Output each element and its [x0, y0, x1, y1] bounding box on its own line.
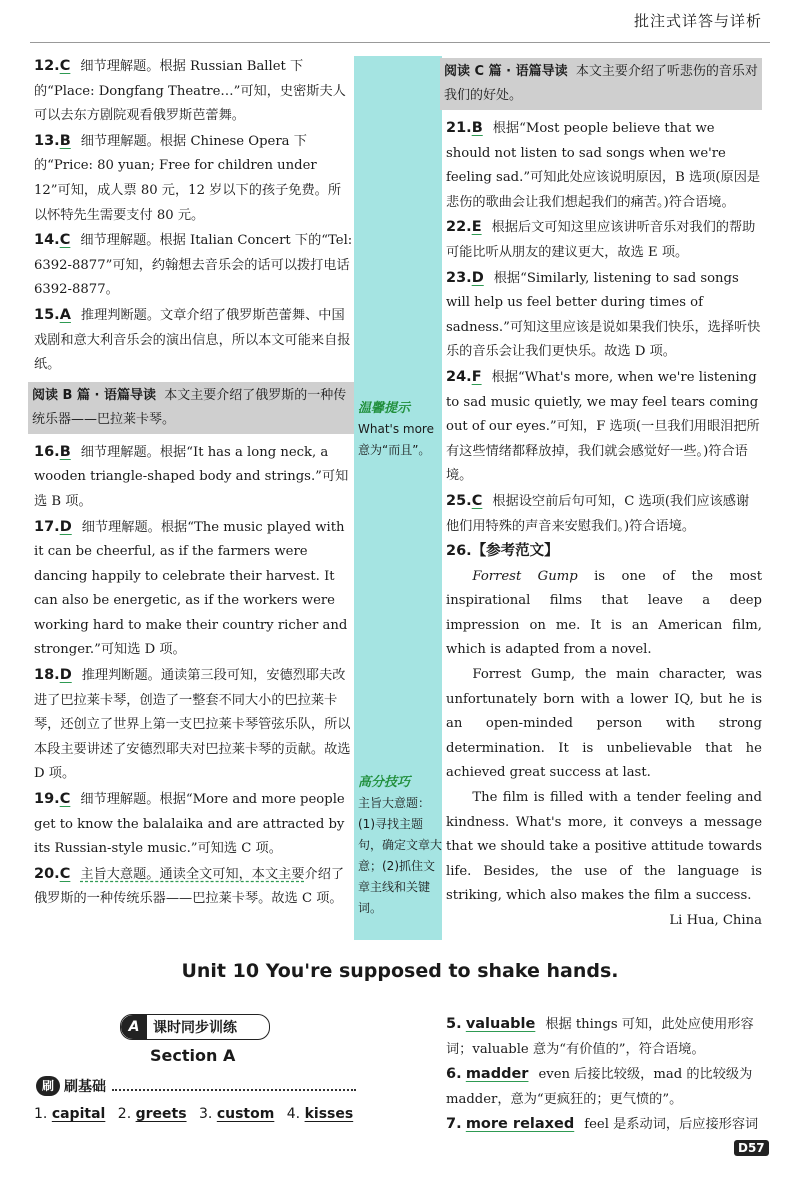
- word-answers: [34, 1106, 361, 1122]
- word-answer: greets: [135, 1106, 187, 1122]
- essay-text: is one of the most inspirational films that leave a deep impression on me. It is an American film, which is adapted from a novel.: [446, 568, 762, 658]
- answer-letter: C: [59, 865, 71, 882]
- explanation: 根据设空前后句可知，C 选项(我们应该感谢他们用特殊的声音来安慰我们。)符合语境。: [446, 493, 750, 534]
- question-number: 25.: [446, 492, 472, 509]
- answer-22: [446, 215, 762, 265]
- right-column: [446, 54, 762, 934]
- dotted-leader: [112, 1081, 356, 1091]
- answer-letter: C: [59, 58, 71, 74]
- answer-15: [34, 303, 354, 378]
- question-number: 18.: [34, 667, 60, 684]
- explanation: feel 是系动词，后应接形容词: [584, 1117, 759, 1133]
- explanation: 根据“Similarly, listening to sad songs will help us feel better during times of sadness.”可知这里应该是说如果我们快乐，选择听快乐的音乐会让我们更快乐。故选 D 项。: [446, 270, 761, 360]
- question-number: 26.: [446, 543, 472, 560]
- explanation: 细节理解题。根据“It has a long neck, a wooden triangle-shaped body and strings.”可知选 B 项。: [34, 444, 349, 509]
- answer-letter: C: [471, 492, 483, 509]
- answer-25: [446, 489, 762, 539]
- question-number: 7.: [446, 1116, 462, 1133]
- question-number: 13.: [34, 132, 60, 149]
- explanation: 细节理解题。根据“More and more people get to know the balalaika and are attracted by its Russian-style music.”可知选 C 项。: [34, 792, 345, 857]
- guide-label: 阅读 B 篇 · 语篇导读: [32, 387, 156, 403]
- word-answer: kisses: [304, 1106, 354, 1122]
- explanation: 介绍了俄罗斯的一种传统乐器——巴拉莱卡琴。故选 C 项。: [34, 866, 345, 907]
- explanation: 根据后文可知这里应该讲听音乐对我们的帮助可能比听从朋友的建议更大，故选 E 项。: [446, 220, 756, 260]
- section-a-right: [446, 1012, 762, 1138]
- question-number: 15.: [34, 306, 60, 323]
- word-answer: capital: [51, 1106, 106, 1122]
- answer-7: [446, 1112, 762, 1138]
- badge-text: 课时同步训练: [153, 1020, 237, 1036]
- badge-letter: A: [121, 1015, 147, 1039]
- essay-signature: Li Hua, China: [669, 913, 762, 928]
- answer-word: valuable: [465, 1016, 536, 1032]
- answer-6: [446, 1062, 762, 1112]
- question-number: 19.: [34, 791, 60, 808]
- word-number: 3.: [199, 1106, 213, 1122]
- question-number: 12.: [34, 58, 60, 74]
- explanation: 根据“What's more, when we're listening to sad music quietly, we may feel tears coming out of our eyes.”可知，F 选项(一旦我们用眼泪把所有这些情绪都释放掉，我们就会感觉好一些。)符合语境。: [446, 369, 760, 484]
- tip-text: 主旨大意题：(1)寻找主题句，确定文章大意；(2)抓住文章主线和关键词。: [358, 796, 443, 915]
- basic-practice-heading: [36, 1076, 356, 1096]
- tip-note-1: [358, 398, 442, 461]
- answer-letter: B: [59, 132, 71, 149]
- question-number: 6.: [446, 1066, 462, 1083]
- explanation: 细节理解题。根据 Chinese Opera 下的“Price: 80 yuan; Free for children under 12”可知，成人票 80 元，12 岁以下的孩子免费。所以怀特先生需要支付 80 元。: [34, 133, 342, 223]
- answer-26: [446, 539, 762, 565]
- guide-text: 本文主要介绍了俄罗斯的一种传统乐器——巴拉莱卡琴。: [32, 387, 347, 427]
- answer-13: [34, 129, 354, 228]
- answer-letter: C: [59, 791, 71, 808]
- section-title: Section A: [150, 1046, 236, 1065]
- answer-letter: B: [471, 120, 483, 136]
- page-number: D57: [734, 1140, 769, 1156]
- question-number: 20.: [34, 865, 60, 882]
- answer-letter: A: [59, 306, 71, 323]
- tip-note-2: [358, 772, 442, 919]
- answer-21: [446, 116, 762, 215]
- page-header: 批注式详答与详析: [633, 12, 762, 30]
- guide-text: 本文主要介绍了听悲伤的音乐对我们的好处。: [444, 64, 758, 103]
- section-badge: [120, 1014, 270, 1040]
- explanation: 根据 things 可知，此处应使用形容词；valuable 意为“有价值的”，符合语境。: [446, 1017, 754, 1057]
- answer-14: [34, 228, 354, 303]
- answer-word: madder: [465, 1066, 529, 1083]
- answer-18: [34, 663, 354, 787]
- question-number: 17.: [34, 518, 60, 535]
- answer-letter: D: [59, 667, 72, 684]
- explanation: 根据“Most people believe that we should not listen to sad songs when we're feeling sad.”可知此处应该说明原因，B 选项(原因是悲伤的歌曲会让我们想起我们的痛苦。)符合语境。: [446, 121, 761, 210]
- word-number: 4.: [286, 1106, 301, 1122]
- essay-paragraph-3: The film is filled with a tender feeling and kindness. What's more, it conveys a message that we should take a positive attitude towards life. Besides, the use of the language is striking, which also makes the film a success.: [446, 790, 762, 904]
- sample-essay-label: 【参考范文】: [471, 543, 559, 560]
- answer-12: [34, 54, 354, 129]
- tip-title: 高分技巧: [358, 775, 411, 790]
- explanation: 细节理解题。根据 Italian Concert 下的“Tel: 6392-8877”可知，约翰想去音乐会的话可以拨打电话 6392-8877。: [34, 233, 353, 298]
- question-number: 21.: [446, 120, 472, 136]
- answer-17: [34, 515, 354, 664]
- answer-16: [34, 440, 354, 515]
- word-number: 2.: [117, 1106, 132, 1122]
- question-number: 14.: [34, 232, 60, 249]
- answer-letter: D: [59, 518, 72, 535]
- question-number: 16.: [34, 443, 60, 460]
- tip-text: What's more 意为“而且”。: [358, 422, 434, 457]
- explanation: even 后接比较级，mad 的比较级为 madder，意为“更疯狂的；更气愤的”。: [446, 1067, 753, 1107]
- essay-paragraph-1: [446, 565, 762, 663]
- answer-letter: F: [471, 368, 482, 385]
- essay-paragraph-2: Forrest Gump, the main character, was unfortunately born with a lower IQ, but he is an open-minded person with strong determination. It is unbelievable that he achieved great success at last.: [446, 667, 762, 781]
- word-answer: custom: [216, 1106, 275, 1122]
- explanation: 细节理解题。根据“The music played with it can be cheerful, as if the farmers were dancing happily to celebrate their harvest. It can also be energetic, as if the workers were working hard to make their country richer and stronger.”可知选 D 项。: [34, 519, 348, 658]
- word-number: 1.: [34, 1106, 48, 1122]
- basic-label: 刷基础: [64, 1079, 106, 1095]
- explanation-highlight: 主旨大意题。通读全文可知，本文主要: [80, 866, 305, 882]
- left-column: [34, 54, 354, 912]
- header-divider: [30, 42, 770, 43]
- film-title: Forrest Gump: [472, 568, 578, 584]
- brush-icon: 刷: [36, 1076, 60, 1096]
- tip-title: 温馨提示: [358, 401, 411, 416]
- question-number: 22.: [446, 219, 472, 236]
- reading-b-guide: [28, 382, 354, 434]
- reading-c-guide: [440, 58, 762, 110]
- answer-19: [34, 787, 354, 862]
- answer-letter: D: [471, 269, 484, 286]
- answer-20: [34, 862, 354, 912]
- question-number: 23.: [446, 269, 472, 286]
- question-number: 24.: [446, 368, 472, 385]
- answer-24: [446, 365, 762, 489]
- explanation: 推理判断题。通读第三段可知，安德烈耶夫改进了巴拉莱卡琴，创造了一整套不同大小的巴拉莱卡琴，还创立了世界上第一支巴拉莱卡琴管弦乐队，所以本段主要讲述了安德烈耶夫对巴拉莱卡琴的贡献。故选 D 项。: [34, 668, 351, 782]
- guide-label: 阅读 C 篇 · 语篇导读: [444, 64, 568, 79]
- answer-letter: C: [59, 232, 71, 249]
- answer-word: more relaxed: [465, 1116, 575, 1133]
- explanation: 细节理解题。根据 Russian Ballet 下的“Place: Dongfang Theatre…”可知，史密斯夫人可以去东方剧院观看俄罗斯芭蕾舞。: [34, 59, 346, 124]
- answer-5: [446, 1012, 762, 1062]
- answer-letter: E: [471, 219, 482, 236]
- question-number: 5.: [446, 1016, 462, 1032]
- answer-letter: B: [59, 443, 71, 460]
- unit-title: Unit 10 You're supposed to shake hands.: [181, 960, 619, 982]
- answer-23: [446, 266, 762, 365]
- explanation: 推理判断题。文章介绍了俄罗斯芭蕾舞、中国戏剧和意大利音乐会的演出信息，所以本文可能来自报纸。: [34, 307, 351, 373]
